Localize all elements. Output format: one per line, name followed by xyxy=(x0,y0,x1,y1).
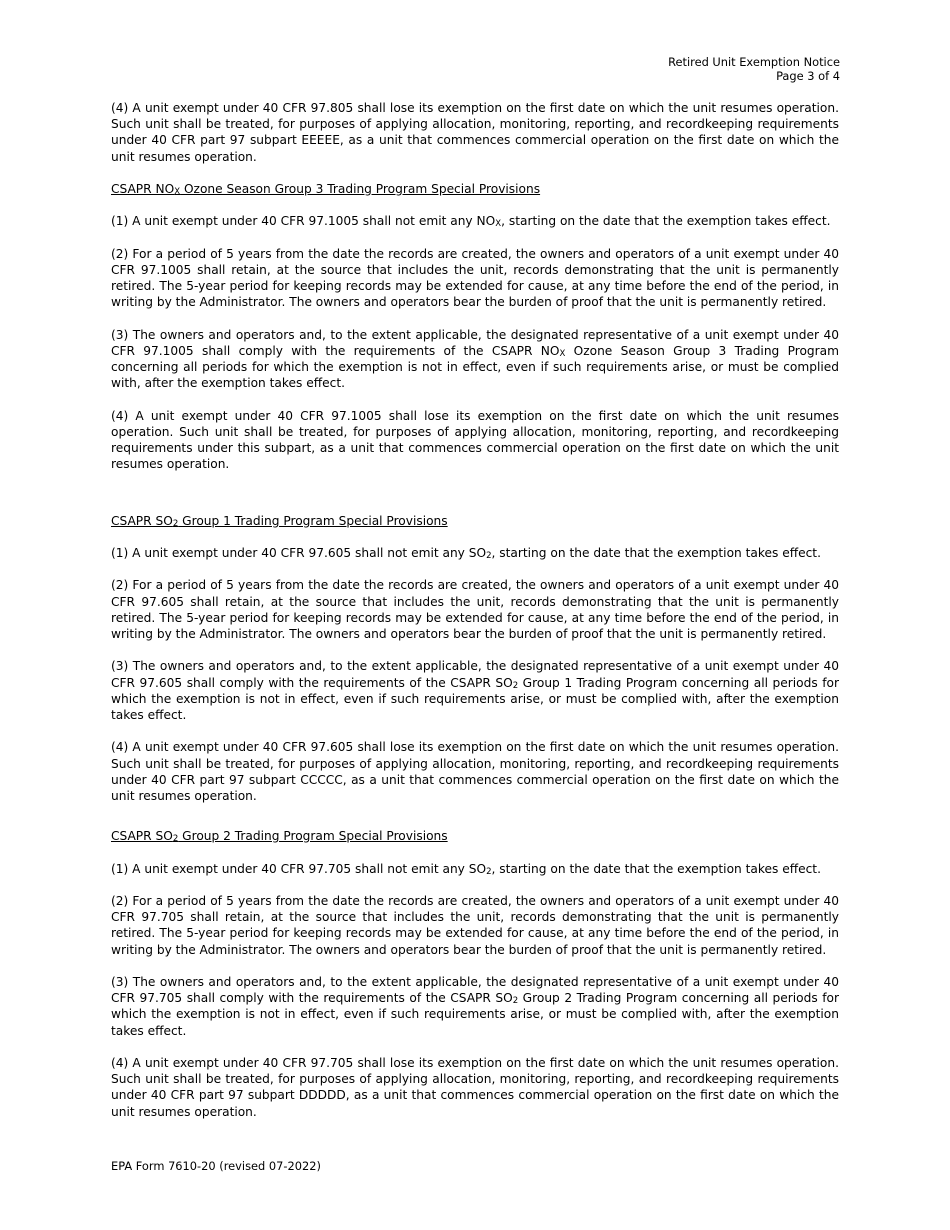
section-heading: CSAPR $SO_2$ Group 2 Trading Program Special Provisions xyxy=(111,829,448,845)
provision-4: (4) A unit exempt under 40 CFR 97.705 shall lose its exemption on the first date on which the unit resumes operation. Such unit shall be treated, for purposes of applying allocation, monitoring, reporting, and recordkeeping requirements under 40 CFR part 97 subpart DDDDD, as a unit that commences commercial operation on the first date on which the unit resumes operation. xyxy=(111,1055,839,1119)
provision-2: (2) For a period of 5 years from the date the records are created, the owners and operators of a unit exempt under 40 CFR 97.705 shall retain, at the source that includes the unit, records demonstrating that the unit is permanently retired. The 5-year period for keeping records may be extended for cause, at any time before the end of the period, in writing by the Administrator. The owners and operators bear the burden of proof that the unit is permanently retired. xyxy=(111,893,839,957)
form-footer: EPA Form 7610-20 (revised 07-2022) xyxy=(111,1159,321,1173)
provision-3: (3) The owners and operators and, to the extent applicable, the designated representative of a unit exempt under 40 CFR 97.605 shall comply with the requirements of the CSAPR $SO_2$ Group 1 Trading Program concerning all periods for which the exemption is not in effect, even if such requirements arise, or must be complied with, after the exemption takes effect. xyxy=(111,659,839,722)
provision-4: (4) A unit exempt under 40 CFR 97.1005 shall lose its exemption on the first date on which the unit resumes operation. Such unit shall be treated, for purposes of applying allocation, monitoring, reporting, and recordkeeping requirements under this subpart, as a unit that commences commercial operation on the first date on which the unit resumes operation. xyxy=(111,408,839,472)
page-number: Page 3 of 4 xyxy=(776,69,840,83)
spacer xyxy=(111,473,839,513)
section-heading: CSAPR $SO_2$ Group 1 Trading Program Special Provisions xyxy=(111,513,448,529)
section-so2-group-2 xyxy=(111,828,839,1120)
spacer xyxy=(111,804,839,828)
document-title: Retired Unit Exemption Notice xyxy=(668,55,840,69)
provision-2: (2) For a period of 5 years from the date the records are created, the owners and operators of a unit exempt under 40 CFR 97.1005 shall retain, at the source that includes the unit, records demonstrating that the unit is permanently retired. The 5-year period for keeping records may be extended for cause, at any time before the end of the period, in writing by the Administrator. The owners and operators bear the burden of proof that the unit is permanently retired. xyxy=(111,246,839,310)
provision-3: (3) The owners and operators and, to the extent applicable, the designated representative of a unit exempt under 40 CFR 97.705 shall comply with the requirements of the CSAPR $SO_2$ Group 2 Trading Program concerning all periods for which the exemption is not in effect, even if such requirements arise, or must be complied with, after the exemption takes effect. xyxy=(111,974,839,1038)
section-heading: CSAPR $NO_X$ Ozone Season Group 3 Trading Program Special Provisions xyxy=(111,182,541,197)
provision-1: (1) A unit exempt under 40 CFR 97.605 shall not emit any $SO_2$, starting on the date that the exemption takes effect. xyxy=(111,545,821,561)
provision-1: (1) A unit exempt under 40 CFR 97.705 shall not emit any $SO_2$, starting on the date that the exemption takes effect. xyxy=(111,861,821,877)
page-header xyxy=(668,55,840,83)
document-body xyxy=(111,100,839,1120)
intro-paragraph-4: (4) A unit exempt under 40 CFR 97.805 shall lose its exemption on the first date on which the unit resumes operation. Such unit shall be treated, for purposes of applying allocation, monitoring, reporting, and recordkeeping requirements under 40 CFR part 97 subpart EEEEE, as a unit that commences commercial operation on the first date on which the unit resumes operation. xyxy=(111,101,839,164)
section-so2-group-1 xyxy=(111,513,839,805)
provision-1: (1) A unit exempt under 40 CFR 97.1005 shall not emit any $NO_X$, starting on the date that the exemption takes effect. xyxy=(111,214,831,230)
provision-4: (4) A unit exempt under 40 CFR 97.605 shall lose its exemption on the first date on which the unit resumes operation. Such unit shall be treated, for purposes of applying allocation, monitoring, reporting, and recordkeeping requirements under 40 CFR part 97 subpart CCCCC, as a unit that commences commercial operation on the first date on which the unit resumes operation. xyxy=(111,740,839,803)
provision-3: (3) The owners and operators and, to the extent applicable, the designated representative of a unit exempt under 40 CFR 97.1005 shall comply with the requirements of the CSAPR $NO_X$ Ozone Season Group 3 Trading Program concerning all periods for which the exemption is not in effect, even if such requirements arise, or must be complied with, after the exemption takes effect. xyxy=(111,327,839,391)
section-nox-ozone-group-3 xyxy=(111,181,839,473)
provision-2: (2) For a period of 5 years from the date the records are created, the owners and operators of a unit exempt under 40 CFR 97.605 shall retain, at the source that includes the unit, records demonstrating that the unit is permanently retired. The 5-year period for keeping records may be extended for cause, at any time before the end of the period, in writing by the Administrator. The owners and operators bear the burden of proof that the unit is permanently retired. xyxy=(111,578,839,641)
